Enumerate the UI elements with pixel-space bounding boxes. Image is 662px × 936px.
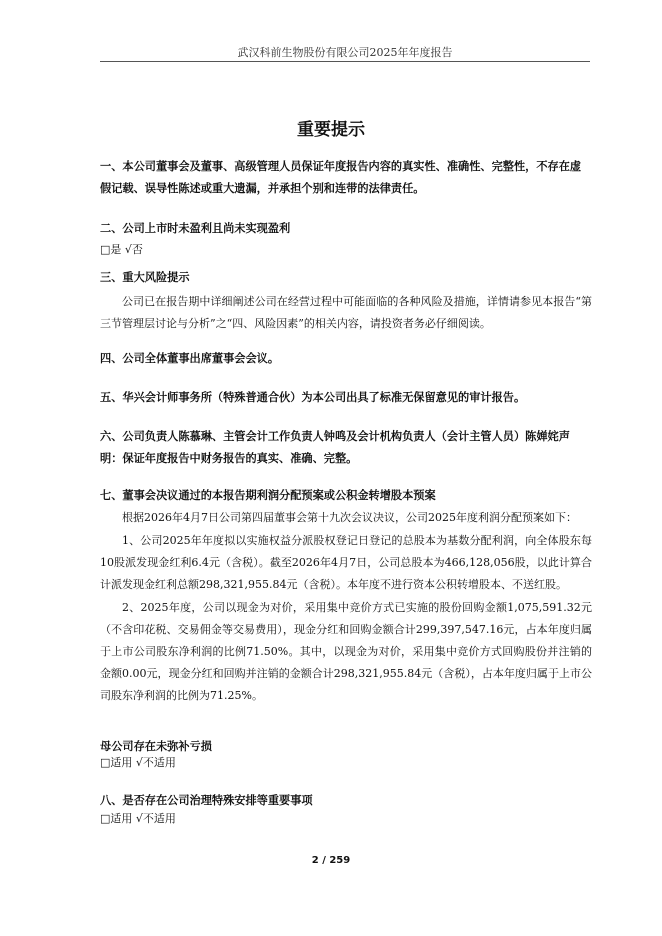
section-6-statement: 六、公司负责人陈慕琳、主管会计工作负责人钟鸣及会计机构负责人（会计主管人员）陈婵姹声明：保证年度报告中财务报告的真实、准确、完整。 xyxy=(100,430,570,465)
page-title: 重要提示 xyxy=(297,120,365,140)
section-8-option: □适用 √不适用 xyxy=(100,812,176,825)
report-header: 武汉科前生物股份有限公司2025年年度报告 xyxy=(237,46,453,59)
header-divider xyxy=(100,61,590,62)
section-7-paragraph-2: 2、2025年度，公司以现金为对价，采用集中竞价方式已实施的股份回购金额1,075,591.32元（不含印花税、交易佣金等交易费用），现金分红和回购金额合计299,397,547.16元，占本年度归属于上市公司股东净利润的比例71.50%。其中，以现金为对价，采用集中竞价方式回购股份并注销的金额0.00元，现金分红和回购并注销的金额合计298,321,955.84元（含税），占本年度归属于上市公司股东净利润的比例为71.25%。 xyxy=(100,601,592,702)
section-7-heading: 七、董事会决议通过的本报告期利润分配预案或公积金转增股本预案 xyxy=(100,489,436,502)
section-8-heading: 八、是否存在公司治理特殊安排等重要事项 xyxy=(100,794,313,807)
unrecovered-loss-heading: 母公司存在未弥补亏损 xyxy=(100,740,212,753)
section-5-statement: 五、华兴会计师事务所（特殊普通合伙）为本公司出具了标准无保留意见的审计报告。 xyxy=(100,391,526,404)
section-7-paragraph-1: 1、公司2025年年度拟以实施权益分派股权登记日登记的总股本为基数分配利润，向全体股东每10股派发现金红利6.4元（含税）。截至2026年4月7日，公司总股本为466,128,056股，以此计算合计派发现金红利总额298,321,955.84元（含税）。本年度不进行资本公积转增股本、不送红股。 xyxy=(100,534,592,591)
page-number: 2 / 259 xyxy=(311,855,351,866)
section-4-statement: 四、公司全体董事出席董事会会议。 xyxy=(100,352,280,365)
section-7-intro: 根据2026年4月7日公司第四届董事会第十九次会议决议，公司2025年度利润分配预案如下： xyxy=(122,511,577,524)
section-3-body: 公司已在报告期中详细阐述公司在经营过程中可能面临的各种风险及措施，详情请参见本报告“第三节管理层讨论与分析”之“四、风险因素”的相关内容，请投资者务必仔细阅读。 xyxy=(100,295,592,330)
unrecovered-loss-option: □适用 √不适用 xyxy=(100,756,176,769)
section-3-heading: 三、重大风险提示 xyxy=(100,271,190,284)
section-2-heading: 二、公司上市时未盈利且尚未实现盈利 xyxy=(100,222,291,235)
section-1-statement: 一、本公司董事会及董事、高级管理人员保证年度报告内容的真实性、准确性、完整性，不存在虚假记载、误导性陈述或重大遗漏，并承担个别和连带的法律责任。 xyxy=(100,160,582,195)
section-2-option: □是 √否 xyxy=(100,243,143,256)
